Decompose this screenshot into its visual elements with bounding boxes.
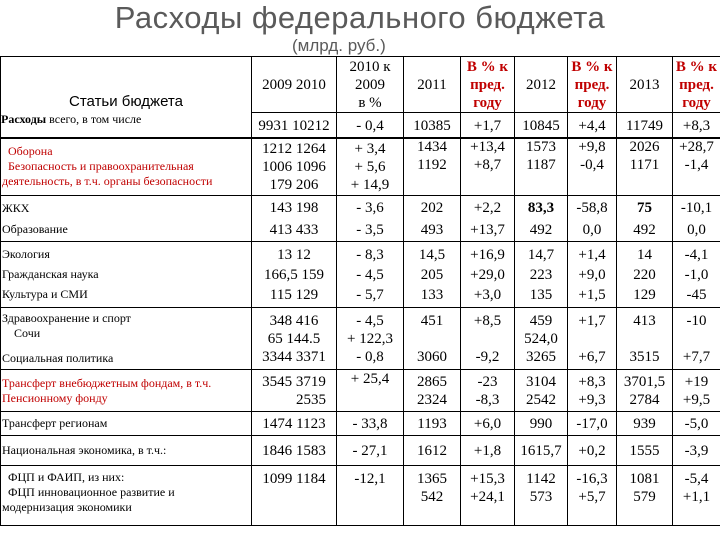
header-pct-2013-line3: году	[682, 94, 711, 111]
p-11-ecology	[461, 242, 515, 308]
label-transfer-1: Трансферт внебюджетным фондам, в т.ч.	[2, 375, 212, 390]
v12-fcp-2: 573	[529, 489, 553, 505]
p-13-ecology	[673, 242, 720, 308]
label-economy: Национальная экономика, в т.ч.:	[1, 436, 252, 466]
v-0910-defense	[252, 138, 337, 196]
v12-ecology-3: 135	[529, 286, 553, 303]
label-total	[1, 112, 141, 127]
header-pct-2012-line3: году	[577, 94, 607, 111]
v-health-1: 348 416	[269, 312, 319, 329]
header-2009-2010: 2009 2010	[252, 57, 337, 113]
table-row-economy	[1, 436, 720, 466]
v-ecology-2: 166,5 159	[264, 266, 324, 283]
header-2011: 2011	[404, 57, 461, 113]
v11-ecology-3: 133	[420, 286, 444, 303]
v13-health-3: 3515	[629, 348, 660, 365]
v-12-economy: 1615,7	[515, 436, 568, 466]
v11-defense-2: 1192	[417, 157, 447, 173]
header-2012: 2012	[515, 57, 568, 113]
v-13-regions: 939	[617, 412, 673, 436]
v12-defense-1: 1573	[526, 139, 556, 155]
v-0910-transfer	[252, 370, 337, 412]
v-13-health	[617, 308, 673, 370]
label-fcp-3: модернизация экономики	[2, 500, 132, 514]
v-transfer-1: 3545 3719	[262, 373, 326, 390]
v-0910-economy: 1846 1583	[252, 436, 337, 466]
v13-defense-2: 1171	[629, 157, 660, 173]
header-2013: 2013	[617, 57, 673, 113]
v11-housing-1: 202	[420, 199, 444, 216]
v-12-health	[515, 308, 568, 370]
v12-fcp-1: 1142	[526, 471, 556, 487]
v-11-fcp	[404, 466, 461, 526]
v-13-fcp	[617, 466, 673, 526]
label-ecology-3: Культура и СМИ	[2, 287, 88, 301]
p13-health-1: -10	[686, 312, 707, 329]
p-13-transfer	[673, 370, 720, 412]
v-defense-3: 179 206	[269, 176, 319, 193]
p10-housing-2: - 3,5	[356, 221, 384, 238]
v-11-defense	[404, 138, 461, 196]
v12-housing-2: 492	[529, 221, 553, 238]
p12-defense-2: -0,4	[580, 157, 604, 173]
v12-health-3: 3265	[526, 348, 556, 365]
p13-housing-1: -10,1	[680, 199, 713, 216]
p-12-regions: -17,0	[568, 412, 617, 436]
p12-transfer-1: +8,3	[578, 373, 606, 390]
p12-transfer-2: +9,3	[578, 391, 606, 408]
table-row-fcp	[1, 466, 720, 526]
v-defense-2: 1006 1096	[262, 158, 326, 175]
label-health	[1, 308, 252, 370]
v12-housing-1: 83,3	[527, 199, 555, 216]
v-12-fcp	[515, 466, 568, 526]
p11-housing-2: +13,7	[470, 221, 505, 238]
v13-transfer-2: 2784	[629, 391, 660, 408]
table-row-housing	[1, 196, 720, 242]
p13-ecology-3: -45	[686, 286, 707, 303]
p-11-health	[461, 308, 515, 370]
p-12-defense	[568, 138, 617, 196]
p12-fcp-2: +5,7	[578, 489, 606, 505]
v-13-economy: 1555	[617, 436, 673, 466]
label-health-2: Сочи	[14, 326, 41, 340]
v-11-economy: 1612	[404, 436, 461, 466]
p-13-regions: -5,0	[673, 412, 720, 436]
v12-ecology-2: 223	[529, 266, 553, 283]
p13-health-3: +7,7	[682, 348, 711, 365]
p11-ecology-3: +3,0	[473, 286, 502, 303]
v-12-total: 10845	[515, 113, 568, 139]
p-13-housing	[673, 196, 720, 242]
p-10-regions: - 33,8	[337, 412, 404, 436]
v11-health-3: 3060	[417, 348, 447, 365]
v11-fcp-2: 542	[420, 489, 444, 505]
v-housing-2: 413 433	[269, 221, 319, 238]
label-fcp	[1, 466, 252, 526]
v13-ecology-3: 129	[633, 286, 656, 303]
v-13-ecology	[617, 242, 673, 308]
v-0910-total: 9931 10212	[252, 113, 337, 139]
p-12-health	[568, 308, 617, 370]
label-total-bold: Расходы	[1, 112, 47, 126]
p10-ecology-1: - 8,3	[356, 246, 384, 263]
table-row-transfer	[1, 370, 720, 412]
p-12-fcp	[568, 466, 617, 526]
p11-transfer-1: -23	[477, 373, 498, 390]
v-13-defense	[617, 138, 673, 196]
header-pct-2013	[673, 57, 720, 113]
header-pct-2011-line2: пред.	[470, 76, 505, 93]
p10-defense-2: + 5,6	[354, 158, 386, 175]
p12-health-3: +6,7	[578, 348, 606, 365]
v11-transfer-2: 2324	[417, 391, 447, 408]
v-13-transfer	[617, 370, 673, 412]
label-regions: Трансферт регионам	[1, 412, 252, 436]
table-row-health	[1, 308, 720, 370]
p13-transfer-1: +19	[684, 373, 709, 390]
p10-housing-1: - 3,6	[356, 199, 384, 216]
p13-defense-2: -1,4	[684, 157, 709, 173]
p11-fcp-1: +15,3	[470, 471, 505, 487]
label-health-3: Социальная политика	[2, 351, 114, 365]
p11-ecology-1: +16,9	[470, 246, 505, 263]
label-ecology-2: Гражданская наука	[2, 267, 99, 281]
p10-health-3: - 0,8	[356, 348, 384, 365]
p-11-housing	[461, 196, 515, 242]
p-10-health	[337, 308, 404, 370]
p-13-economy: -3,9	[673, 436, 720, 466]
label-fcp-2: ФЦП инновационное развитие и	[8, 485, 175, 499]
v-11-total: 10385	[404, 113, 461, 139]
header-pct-2013-line1: В % к	[675, 58, 718, 75]
label-housing-2: Образование	[2, 221, 68, 236]
header-pct-2012-line2: пред.	[574, 76, 610, 93]
p-11-economy: +1,8	[461, 436, 515, 466]
p12-ecology-2: +9,0	[578, 266, 606, 283]
label-defense-1: Оборона	[8, 144, 53, 158]
v-0910-ecology	[252, 242, 337, 308]
v13-transfer-1: 3701,5	[623, 373, 666, 390]
v-13-total: 11749	[617, 113, 673, 139]
v-12-regions: 990	[515, 412, 568, 436]
v11-ecology-2: 205	[420, 266, 444, 283]
p-10-fcp	[337, 466, 404, 526]
label-defense-3: деятельность, в т.ч. органы безопасности	[2, 174, 213, 188]
header-items-label: Статьи бюджета	[69, 93, 183, 110]
p13-fcp-2: +1,1	[682, 489, 711, 505]
label-total-rest: всего, в том числе	[46, 112, 142, 126]
v-11-health	[404, 308, 461, 370]
header-pct-2012-line1: В % к	[571, 58, 613, 75]
p11-defense-2: +8,7	[473, 157, 502, 173]
v-transfer-2: 2535	[296, 391, 326, 408]
label-ecology-1: Экология	[2, 247, 50, 261]
v13-defense-1: 2026	[629, 139, 660, 155]
v-12-defense	[515, 138, 568, 196]
p12-housing-2: 0,0	[582, 221, 602, 238]
v-12-transfer	[515, 370, 568, 412]
p11-housing-1: +2,2	[473, 199, 502, 216]
header-pct-2010-line2: 2009	[355, 76, 385, 93]
header-pct-2010	[337, 57, 404, 113]
label-transfer	[1, 370, 252, 412]
p11-health-1: +8,5	[473, 312, 502, 329]
p12-ecology-3: +1,5	[578, 286, 606, 303]
label-ecology	[1, 242, 252, 308]
table-row-ecology	[1, 242, 720, 308]
v13-health-1: 413	[633, 312, 656, 329]
label-fcp-1: ФЦП и ФАИП, из них:	[8, 470, 125, 484]
p12-health-1: +1,7	[578, 312, 606, 329]
v11-defense-1: 1434	[417, 139, 447, 155]
v-11-ecology	[404, 242, 461, 308]
p-11-defense	[461, 138, 515, 196]
v13-ecology-1: 14	[637, 246, 652, 263]
p12-ecology-1: +1,4	[578, 246, 606, 263]
v12-defense-2: 1187	[526, 157, 556, 173]
header-pct-2012	[568, 57, 617, 113]
p-10-ecology	[337, 242, 404, 308]
slide-title: Расходы федерального бюджета	[114, 0, 606, 35]
v11-health-1: 451	[420, 312, 444, 329]
header-pct-2010-line3: в %	[358, 94, 382, 111]
p10-health-2: + 122,3	[347, 330, 393, 347]
v-health-3: 3344 3371	[262, 348, 326, 365]
p10-ecology-3: - 5,7	[356, 286, 384, 303]
p-10-total: - 0,4	[337, 113, 404, 139]
label-housing-1: ЖКХ	[2, 200, 30, 215]
header-pct-2010-line1: 2010 к	[349, 58, 391, 75]
p-13-defense	[673, 138, 720, 196]
v13-fcp-1: 1081	[629, 471, 660, 487]
p-12-economy: +0,2	[568, 436, 617, 466]
header-pct-2011	[461, 57, 515, 113]
header-row	[1, 57, 720, 113]
v-ecology-1: 13 12	[277, 246, 311, 263]
v-ecology-3: 115 129	[269, 286, 319, 303]
label-health-1: Здравоохранение и спорт	[2, 311, 131, 325]
v13-fcp-2: 579	[633, 489, 656, 505]
v-0910-regions: 1474 1123	[252, 412, 337, 436]
p-12-ecology	[568, 242, 617, 308]
budget-table-body	[0, 137, 720, 526]
p-12-total: +4,4	[568, 113, 617, 139]
p10-defense-1: + 3,4	[354, 140, 386, 157]
p13-housing-2: 0,0	[687, 221, 706, 238]
v11-transfer-1: 2865	[417, 373, 447, 390]
p12-fcp-1: -16,3	[576, 471, 608, 487]
label-defense-2: Безопасность и правоохранительная	[8, 159, 194, 173]
p12-defense-1: +9,8	[578, 139, 606, 155]
p11-defense-1: +13,4	[470, 139, 505, 155]
v12-health-2: 524,0	[524, 330, 558, 347]
v13-housing-2: 492	[633, 221, 656, 238]
p-13-total: +8,3	[673, 113, 720, 139]
p11-transfer-2: -8,3	[475, 391, 500, 408]
p13-transfer-2: +9,5	[682, 391, 711, 408]
label-transfer-2: Пенсионному фонду	[2, 390, 108, 405]
v-0910-housing	[252, 196, 337, 242]
v-health-2: 65 144.5	[267, 330, 321, 347]
v-12-housing	[515, 196, 568, 242]
p11-ecology-2: +29,0	[470, 266, 505, 283]
v-11-regions: 1193	[404, 412, 461, 436]
v12-ecology-1: 14,7	[527, 246, 555, 263]
v12-transfer-1: 3104	[526, 373, 556, 390]
slide-subtitle: (млрд. руб.)	[292, 36, 386, 55]
v-0910-health	[252, 308, 337, 370]
p-11-transfer	[461, 370, 515, 412]
p-12-transfer	[568, 370, 617, 412]
table-row-defense	[1, 138, 720, 196]
p-11-regions: +6,0	[461, 412, 515, 436]
v-0910-fcp	[252, 466, 337, 526]
v-fcp-1: 1099 1184	[262, 471, 326, 487]
p10-health-1: - 4,5	[356, 312, 384, 329]
v13-housing-1: 75	[637, 199, 652, 216]
p13-defense-1: +28,7	[679, 139, 714, 155]
p13-ecology-2: -1,0	[684, 266, 709, 283]
v11-fcp-1: 1365	[417, 471, 447, 487]
p-13-fcp	[673, 466, 720, 526]
header-pct-2011-line1: В % к	[466, 58, 509, 75]
p-10-defense	[337, 138, 404, 196]
p-10-economy: - 27,1	[337, 436, 404, 466]
label-housing	[1, 196, 252, 242]
p10-transfer-1: + 25,4	[350, 371, 390, 387]
v-defense-1: 1212 1264	[262, 140, 326, 157]
p-10-housing	[337, 196, 404, 242]
p10-defense-3: + 14,9	[350, 176, 390, 193]
label-defense	[1, 138, 252, 196]
header-pct-2013-line2: пред.	[679, 76, 714, 93]
p11-fcp-2: +24,1	[470, 489, 505, 505]
v-housing-1: 143 198	[269, 199, 319, 216]
p-11-total: +1,7	[461, 113, 515, 139]
p-12-housing	[568, 196, 617, 242]
v-11-transfer	[404, 370, 461, 412]
p-10-transfer	[337, 370, 404, 412]
p-11-fcp	[461, 466, 515, 526]
v13-ecology-2: 220	[633, 266, 656, 283]
p13-fcp-1: -5,4	[684, 471, 709, 487]
p11-health-3: -9,2	[475, 348, 500, 365]
p-13-health	[673, 308, 720, 370]
v12-transfer-2: 2542	[526, 391, 556, 408]
v-11-housing	[404, 196, 461, 242]
v-13-housing	[617, 196, 673, 242]
v11-housing-2: 493	[420, 221, 444, 238]
table-row-regions	[1, 412, 720, 436]
header-pct-2011-line3: году	[473, 94, 502, 111]
p10-ecology-2: - 4,5	[356, 266, 384, 283]
p13-ecology-1: -4,1	[684, 246, 709, 263]
v12-health-1: 459	[529, 312, 553, 329]
v-12-ecology	[515, 242, 568, 308]
v11-ecology-1: 14,5	[418, 246, 446, 263]
p10-fcp-1: -12,1	[354, 471, 386, 487]
p12-housing-1: -58,8	[576, 199, 608, 216]
